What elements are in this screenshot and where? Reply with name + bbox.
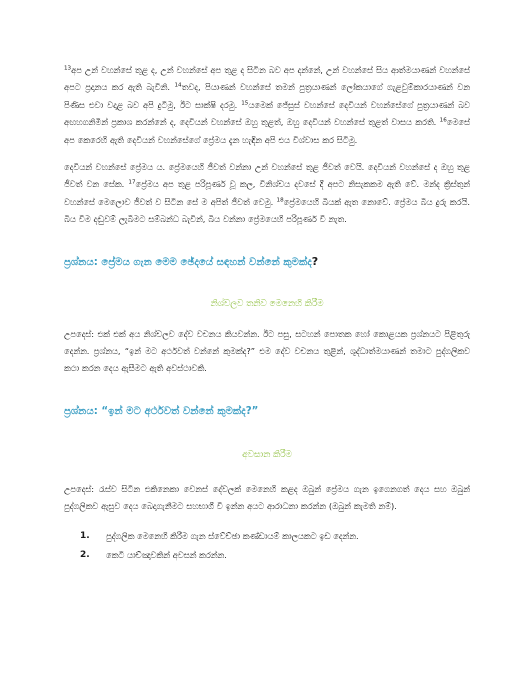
instructions-paragraph-2: උපදෙස්: රැස්ව සිටින එකිනෙකා වෙනස් දේවලක් මෙනෙහි කළද ඔබුන් ප්‍රේමය ගැන ඉගෙනගත් දෙය සහ ඔබුන් පුද්ගලිකව ඇසුව දෙය බෙදාගැනීමට සහභාගී වී ඉන්න අයට ආරාධනා කරන්න (ඔබුන් කැමති නම්). [64,483,470,512]
verse-number: 14 [174,82,182,89]
verse-number: 13 [64,65,72,72]
question-2 [64,405,470,419]
instructions-paragraph-1: උපදෙස්: එක් එක් අය නිශ්චලව දේව වචනය කියවන්න. ඊට පසු, සටහන් පොතක හෝ කොළයක ප්‍රශ්නයට පිළිතුරු දෙන්න. ප්‍රශ්නය, “ඉන් මට අර්ථවත් වන්නේ කුමක්ද?” එම දේව වචනය තුළින්, ශුද්ධාත්මයාණන් තමාට පුද්ගලිකව කථා කරන දෙය ඇසීමට ඇති අවස්ථාවකි. [64,328,470,374]
list-number: 1. [80,530,90,541]
verse-text: තවද, පියාණන් වහන්සේ තමන් පුත්‍රයාණන් ලෝකයාගේ ගැළවුම්කාරයාණන් වන පිණිස එවා වදාළ බව අපි දුටිමු, ඊට සාක්ෂි දරමු. [64,82,470,110]
question-text: ප්‍රේමය ගැන මෙම ඡේදයේ සඳහන් වන්නේ කුමක්ද [97,256,312,268]
verse-text: ප්‍රේමය අප තුළ පරිපූර්ණ වූ කල, විනිශ්චය දවසේ දී අපට නිසැකකම ඇති වේ. මන්ද ක්‍රිස්තුන් වහන්සේ මෙලොව ජීවත් ව සිටින සේ ම අපිත් ජීවත් වෙමු. [64,179,471,207]
scripture-paragraph-1 [64,62,470,149]
list-item-text: කෙටි යාච්ඤාවකින් අවසන් කරන්න. [106,549,227,560]
question-label: ප්‍රශ්නය: [64,405,98,417]
list-item [64,549,470,561]
scripture-paragraph-2 [64,159,470,229]
verse-text: යමෙක් ජේසුස් වහන්සේ දෙවියන් වහන්සේගේ පුත්‍රයාණන් බව අඟහගනිමින් ප්‍රකාශ කරන්නේ ද, දෙවියන් වහන්සේ ඔහු තුළත්, ඔහු දෙවියන් වහන්සේ තුළත් වාසය කරති. [64,99,471,128]
verse-text: දෙවියන් වහන්සේ ප්‍රේමය ය. ප්‍රේමයෙහි ජීවත් වන්නා උන් වහන්සේ තුළ ජීවත් වෙයි. දෙවියන් වහන්සේ ද ඔහු තුළ ජීවත් වන සේක. [64,162,470,190]
question-mark: ? [311,254,319,268]
verse-text: ප්‍රේමයෙහි බියක් ඇත නොවේ. ප්‍රේමය බිය දුරු කරයි. බිය වීම දඬුවම් ලැබීමට සම්බන්ධ බැවින්, බිය වන්නා ප්‍රේමයෙහි පරිපූර්ණ වී නැත. [64,196,470,225]
section-heading-closing: අවසාන කිරීම [242,449,292,460]
list-item-text: පුද්ගලික මෙනෙහි කිරීම ගැන ස්වේච්ඡා කණ්ඩායම් කාලයකට ඉඩ දෙන්න. [106,530,359,541]
list-item [64,530,470,542]
quoted-question: “ඉන් මට අර්ථවත් වන්නේ කුමක්ද?” [124,346,256,357]
section-heading-reflection: නිශ්චලව තනිව මෙනෙහි කිරීම [210,298,324,309]
verse-text: මෙසේ අප කෙරෙහි ඇති දෙවියන් වහන්සේගේ ප්‍රේමය දැන හැඳින අපි එය විශ්වාස කර සිටිමු. [64,117,471,145]
question-text: “ඉන් මට අර්ථවත් වන්නේ කුමක්ද?” [97,405,259,417]
list-number: 2. [80,549,90,560]
verse-number: 16 [439,117,447,124]
verse-number: 17 [128,179,136,186]
question-1 [64,255,470,270]
verse-number: 15 [241,100,249,107]
closing-steps-list [64,530,470,561]
question-label: ප්‍රශ්නය: [64,256,98,268]
verse-number: 18 [276,197,284,204]
verse-text: අප උන් වහන්සේ තුළ ද, උන් වහන්සේ අප තුළ ද සිටින බව අප දන්නේ, උන් වහන්සේ සිය ආත්මයාණන් වහන්සේ අපට ප්‍රදානය කර ඇති බැවිනි. [64,65,470,93]
